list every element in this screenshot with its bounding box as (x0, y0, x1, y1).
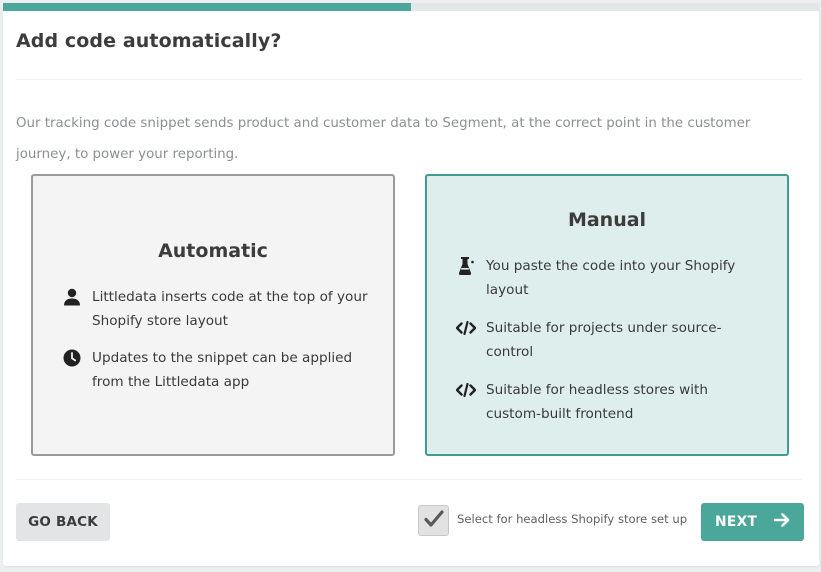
headless-checkbox[interactable] (418, 505, 449, 536)
footer-divider (16, 479, 802, 480)
feature-text: Updates to the snippet can be applied from the Littledata app (92, 350, 353, 390)
next-button[interactable] (701, 503, 804, 541)
feature-item (456, 317, 766, 364)
feature-item (62, 286, 372, 333)
option-automatic-title: Automatic (158, 240, 268, 262)
feature-item (62, 347, 372, 394)
header-divider (16, 79, 802, 80)
user-icon (62, 287, 82, 307)
feature-text: You paste the code into your Shopify layout (486, 258, 736, 298)
feature-item (456, 379, 766, 426)
headless-checkbox-label[interactable]: Select for headless Shopify store set up (457, 512, 688, 526)
option-manual[interactable] (425, 174, 789, 456)
dialog-title: Add code automatically? (16, 30, 282, 52)
feature-text: Suitable for projects under source-control (486, 320, 722, 360)
flask-icon (456, 256, 476, 276)
feature-text: Littledata inserts code at the top of your Shopify store layout (92, 289, 368, 329)
checkmark-icon (424, 510, 444, 532)
option-manual-title: Manual (567, 209, 647, 231)
next-button-label: NEXT (715, 514, 758, 530)
clock-icon (62, 348, 82, 368)
progress-bar-fill (3, 3, 411, 11)
go-back-button[interactable]: GO BACK (16, 503, 110, 541)
feature-item (456, 255, 766, 302)
code-icon (456, 380, 476, 400)
arrow-right-icon (774, 513, 790, 531)
option-automatic[interactable] (31, 174, 395, 456)
intro-text: Our tracking code snippet sends product and customer data to Segment, at the correct point in the customer journey, to power your reporting. (16, 116, 751, 162)
code-icon (456, 318, 476, 338)
feature-text: Suitable for headless stores with custom-built frontend (486, 382, 708, 422)
progress-bar (3, 3, 819, 11)
